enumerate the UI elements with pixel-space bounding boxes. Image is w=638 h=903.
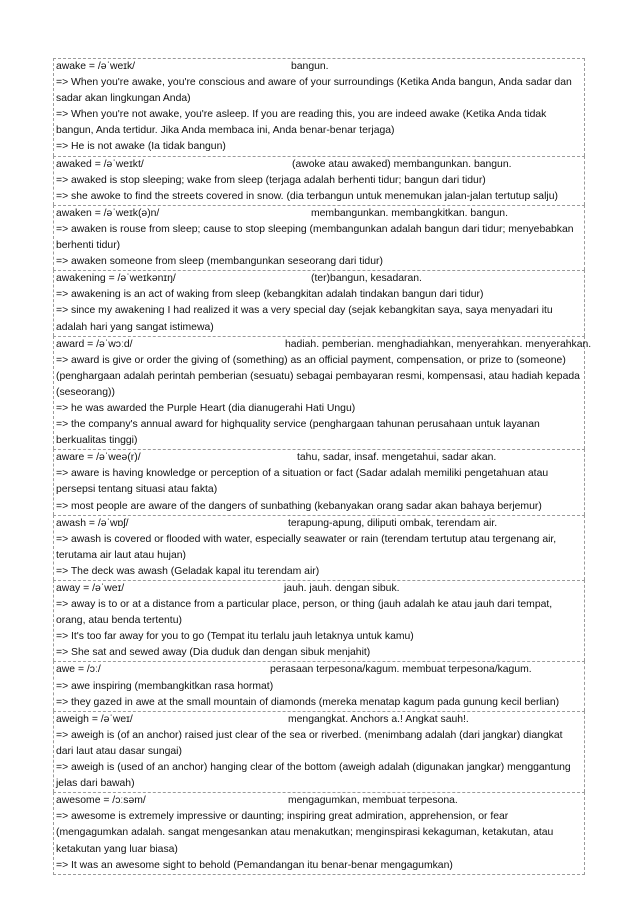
entry-example-line: => He is not awake (Ia tidak bangun) bbox=[56, 141, 226, 153]
entry-gloss: perasaan terpesona/kagum. membuat terpesona/kagum. bbox=[270, 664, 532, 676]
entry-example-line: => It's too far away for you to go (Tempat itu terlalu jauh letaknya untuk kamu) bbox=[56, 631, 414, 643]
entry-example-line: => aweigh is (of an anchor) raised just clear of the sea or riverbed. (menimbang adalah (dari jangkar) diangkat dari laut atau dasar sungai) bbox=[56, 729, 563, 757]
entry-gloss: mengangkat. Anchors a.! Angkat sauh!. bbox=[288, 713, 469, 725]
entry-term: aweigh = /əˈweɪ/ bbox=[56, 713, 133, 725]
dictionary-entry bbox=[53, 156, 585, 205]
entry-example-line: => most people are aware of the dangers of sunbathing (kebanyakan orang sadar akan bahaya berjemur) bbox=[56, 500, 542, 512]
entry-headline bbox=[56, 662, 582, 678]
entry-example-line: => the company's annual award for highquality service (penghargaan tahunan perusahaan untuk layanan berkualitas tinggi) bbox=[56, 419, 540, 447]
entry-example-line: => away is to or at a distance from a particular place, person, or thing (jauh adalah ke atau jauh dari tempat, orang, atau benda tertentu) bbox=[56, 599, 553, 627]
entry-example-line: => they gazed in awe at the small mountain of diamonds (mereka menatap kagum pada gunung kecil berlian) bbox=[56, 696, 560, 708]
dictionary-entry bbox=[53, 58, 585, 156]
entry-headline bbox=[56, 157, 582, 173]
dictionary-entry bbox=[53, 515, 585, 580]
entry-headline bbox=[56, 712, 582, 728]
entry-example-line: => she awoke to find the streets covered in snow. (dia terbangun untuk menemukan jalan-jalan tertutup salju) bbox=[56, 190, 558, 202]
entry-example-line: => awash is covered or flooded with water, especially seawater or rain (terendam tertutup atau tergenang air, terutama air laut atau hujan) bbox=[56, 533, 557, 561]
entry-headline bbox=[56, 337, 592, 353]
dictionary-list bbox=[53, 58, 592, 875]
entry-term: away = /əˈweɪ/ bbox=[56, 583, 125, 594]
dictionary-entry bbox=[53, 205, 585, 270]
entry-example-line: => awesome is extremely impressive or daunting; inspiring great admiration, apprehension, or fear (mengagumkan adalah. sangat mengesankan atau menakutkan; menginspirasi kekaguman, ketakutan, atau ketakutan yang luar biasa) bbox=[56, 811, 554, 855]
entry-example-line: => awaked is stop sleeping; wake from sleep (terjaga adalah berhenti tidur; bangun dari tidur) bbox=[56, 174, 486, 186]
entry-example-line: => awe inspiring (membangkitkan rasa hormat) bbox=[56, 680, 274, 692]
dictionary-entry bbox=[53, 580, 585, 661]
entry-headline bbox=[56, 59, 582, 75]
entry-gloss: jauh. jauh. dengan sibuk. bbox=[284, 583, 400, 594]
entry-term: awaked = /əˈweɪkt/ bbox=[56, 158, 144, 170]
entry-gloss: (awoke atau awaked) membangunkan. bangun. bbox=[292, 158, 512, 170]
entry-gloss: terapung-apung, diliputi ombak, terendam air. bbox=[288, 517, 498, 529]
entry-example-line: => aware is having knowledge or perception of a situation or fact (Sadar adalah memiliki pengetahuan atau persepsi tentang situasi atau fakta) bbox=[56, 468, 549, 496]
entry-example-line: => When you're awake, you're conscious and aware of your surroundings (Ketika Anda bangun, Anda sadar dan sadar akan lingkungan Anda) bbox=[56, 77, 572, 105]
dictionary-entry bbox=[53, 661, 585, 710]
entry-gloss: membangunkan. membangkitkan. bangun. bbox=[311, 207, 508, 219]
entry-term: awe = /ɔː/ bbox=[56, 664, 101, 676]
entry-gloss: mengagumkan, membuat terpesona. bbox=[288, 795, 458, 807]
entry-headline bbox=[56, 206, 582, 222]
entry-example-line: => awaken someone from sleep (membangunkan seseorang dari tidur) bbox=[56, 256, 383, 268]
entry-example-line: => She sat and sewed away (Dia duduk dan dengan sibuk menjahit) bbox=[56, 647, 371, 659]
entry-example-line: => aweigh is (used of an anchor) hanging clear of the bottom (aweigh adalah (digunakan jangkar) menggantung jelas dari bawah) bbox=[56, 762, 571, 790]
entry-example-line: => since my awakening I had realized it was a very special day (sejak kebangkitan saya, saya menyadari itu adalah hari yang sangat istimewa) bbox=[56, 305, 553, 333]
entry-example-line: => awaken is rouse from sleep; cause to stop sleeping (membangunkan adalah bangun dari tidur; menyebabkan berhenti tidur) bbox=[56, 223, 574, 252]
dictionary-entry bbox=[53, 270, 585, 335]
entry-example-line: => When you're not awake, you're asleep. If you are reading this, you are indeed awake (Ketika Anda tidak bangun, Anda tertidur. Jika Anda membaca ini, Anda benar-benar terjaga) bbox=[56, 109, 547, 137]
entry-gloss: bangun. bbox=[291, 61, 329, 72]
entry-example-line: => he was awarded the Purple Heart (dia dianugerahi Hati Ungu) bbox=[56, 402, 356, 414]
entry-headline bbox=[56, 581, 582, 597]
entry-gloss: hadiah. pemberian. menghadiahkan, menyerahkan. menyerahkan. bbox=[285, 338, 592, 350]
entry-term: awaken = /əˈweɪk(ə)n/ bbox=[56, 207, 160, 219]
entry-headline bbox=[56, 271, 582, 287]
entry-term: awesome = /ɔːsəm/ bbox=[56, 795, 146, 807]
entry-example-line: => It was an awesome sight to behold (Pemandangan itu benar-benar mengagumkan) bbox=[56, 859, 453, 871]
entry-term: awake = /əˈweɪk/ bbox=[56, 61, 136, 72]
entry-gloss: tahu, sadar, insaf. mengetahui, sadar akan. bbox=[297, 452, 497, 464]
entry-headline bbox=[56, 516, 582, 532]
entry-headline bbox=[56, 450, 582, 466]
dictionary-entry bbox=[53, 449, 585, 514]
entry-headline bbox=[56, 793, 582, 809]
entry-example-line: => The deck was awash (Geladak kapal itu terendam air) bbox=[56, 565, 320, 577]
dictionary-entry bbox=[53, 711, 585, 792]
dictionary-entry bbox=[53, 792, 585, 874]
entry-gloss: (ter)bangun, kesadaran. bbox=[311, 273, 422, 285]
dictionary-entry bbox=[53, 336, 592, 450]
entry-term: aware = /əˈweə(r)/ bbox=[56, 452, 141, 464]
entry-term: awash = /əˈwɒʃ/ bbox=[56, 517, 129, 529]
entry-example-line: => award is give or order the giving of (something) as an official payment, compensation, or prize to (someone) (penghargaan adalah perintah pemberian (sesuatu) sebagai pembayaran resmi, kompensasi, atau hadiah kepada (seseorang)) bbox=[56, 354, 580, 398]
entry-example-line: => awakening is an act of waking from sleep (kebangkitan adalah tindakan bangun dari tidur) bbox=[56, 289, 484, 301]
entry-term: awakening = /əˈweɪkənɪŋ/ bbox=[56, 273, 176, 285]
entry-term: award = /əˈwɔːd/ bbox=[56, 338, 133, 350]
